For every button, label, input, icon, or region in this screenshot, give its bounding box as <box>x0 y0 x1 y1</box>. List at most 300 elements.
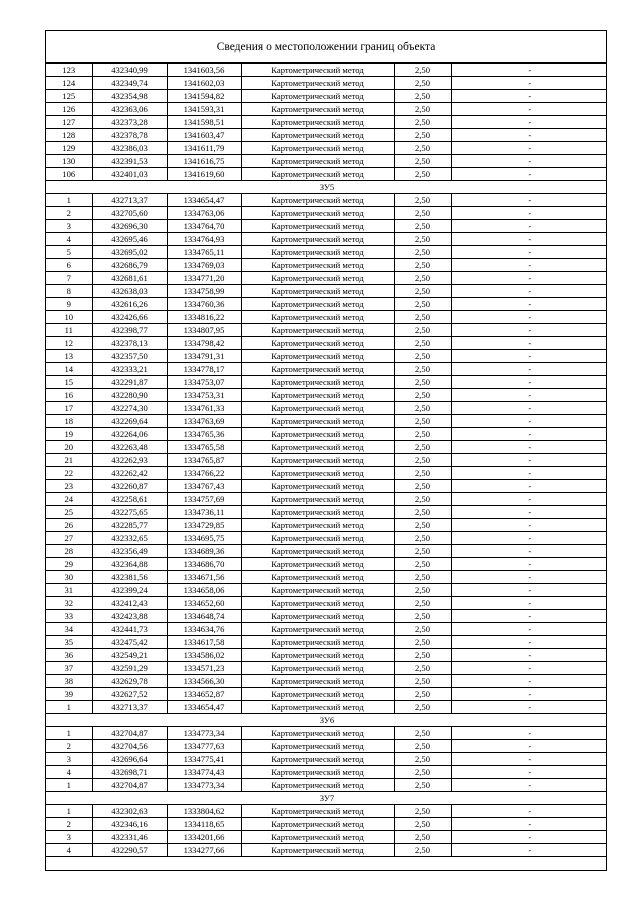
point-number-cell: 18 <box>46 415 92 428</box>
x-coordinate-cell: 432378,78 <box>92 129 167 142</box>
table-row <box>46 597 607 610</box>
table-row <box>46 428 607 441</box>
note-cell: - <box>451 415 607 428</box>
point-number-cell: 2 <box>46 207 92 220</box>
table-row <box>46 649 607 662</box>
y-coordinate-cell: 1341598,51 <box>167 116 241 129</box>
accuracy-cell: 2,50 <box>394 636 451 649</box>
point-number-cell: 16 <box>46 389 92 402</box>
point-number-cell: 17 <box>46 402 92 415</box>
table-row <box>46 571 607 584</box>
y-coordinate-cell: 1334773,34 <box>167 779 241 792</box>
table-row <box>46 727 607 740</box>
method-cell: Картометрический метод <box>241 337 394 350</box>
table-row <box>46 831 607 844</box>
x-coordinate-cell: 432475,42 <box>92 636 167 649</box>
x-coordinate-cell: 432290,57 <box>92 844 167 857</box>
note-cell: - <box>451 675 607 688</box>
note-cell: - <box>451 766 607 779</box>
accuracy-cell: 2,50 <box>394 389 451 402</box>
note-cell: - <box>451 220 607 233</box>
accuracy-cell: 2,50 <box>394 454 451 467</box>
y-coordinate-cell: 1341603,56 <box>167 64 241 77</box>
table-row <box>46 298 607 311</box>
table-row <box>46 311 607 324</box>
x-coordinate-cell: 432398,77 <box>92 324 167 337</box>
x-coordinate-cell: 432704,87 <box>92 779 167 792</box>
note-cell: - <box>451 610 607 623</box>
method-cell: Картометрический метод <box>241 818 394 831</box>
method-cell: Картометрический метод <box>241 311 394 324</box>
point-number-cell: 33 <box>46 610 92 623</box>
note-cell: - <box>451 571 607 584</box>
table-row <box>46 259 607 272</box>
method-cell: Картометрический метод <box>241 194 394 207</box>
section-header-row <box>46 792 607 805</box>
point-number-cell: 22 <box>46 467 92 480</box>
note-cell: - <box>451 376 607 389</box>
note-cell: - <box>451 623 607 636</box>
x-coordinate-cell: 432258,61 <box>92 493 167 506</box>
y-coordinate-cell: 1341603,47 <box>167 129 241 142</box>
note-cell: - <box>451 428 607 441</box>
accuracy-cell: 2,50 <box>394 480 451 493</box>
point-number-cell: 1 <box>46 727 92 740</box>
x-coordinate-cell: 432591,29 <box>92 662 167 675</box>
x-coordinate-cell: 432333,21 <box>92 363 167 376</box>
x-coordinate-cell: 432713,37 <box>92 701 167 714</box>
x-coordinate-cell: 432340,99 <box>92 64 167 77</box>
y-coordinate-cell: 1341593,31 <box>167 103 241 116</box>
note-cell: - <box>451 506 607 519</box>
note-cell: - <box>451 233 607 246</box>
note-cell: - <box>451 636 607 649</box>
x-coordinate-cell: 432713,37 <box>92 194 167 207</box>
document-sheet <box>45 30 607 871</box>
x-coordinate-cell: 432285,77 <box>92 519 167 532</box>
method-cell: Картометрический метод <box>241 649 394 662</box>
point-number-cell: 11 <box>46 324 92 337</box>
point-number-cell: 34 <box>46 623 92 636</box>
table-row <box>46 64 607 77</box>
point-number-cell: 6 <box>46 259 92 272</box>
point-number-cell: 127 <box>46 116 92 129</box>
point-number-cell: 38 <box>46 675 92 688</box>
y-coordinate-cell: 1341619,60 <box>167 168 241 181</box>
x-coordinate-cell: 432331,46 <box>92 831 167 844</box>
table-row <box>46 818 607 831</box>
method-cell: Картометрический метод <box>241 779 394 792</box>
point-number-cell: 15 <box>46 376 92 389</box>
method-cell: Картометрический метод <box>241 844 394 857</box>
table-row <box>46 545 607 558</box>
accuracy-cell: 2,50 <box>394 701 451 714</box>
point-number-cell: 9 <box>46 298 92 311</box>
accuracy-cell: 2,50 <box>394 116 451 129</box>
coordinates-table-body <box>46 64 607 857</box>
point-number-cell: 24 <box>46 493 92 506</box>
point-number-cell: 106 <box>46 168 92 181</box>
point-number-cell: 129 <box>46 142 92 155</box>
accuracy-cell: 2,50 <box>394 324 451 337</box>
accuracy-cell: 2,50 <box>394 233 451 246</box>
table-row <box>46 688 607 701</box>
y-coordinate-cell: 1334771,20 <box>167 272 241 285</box>
y-coordinate-cell: 1341611,79 <box>167 142 241 155</box>
note-cell: - <box>451 519 607 532</box>
table-row <box>46 168 607 181</box>
point-number-cell: 12 <box>46 337 92 350</box>
method-cell: Картометрический метод <box>241 597 394 610</box>
x-coordinate-cell: 432364,88 <box>92 558 167 571</box>
accuracy-cell: 2,50 <box>394 519 451 532</box>
y-coordinate-cell: 1334566,30 <box>167 675 241 688</box>
point-number-cell: 30 <box>46 571 92 584</box>
method-cell: Картометрический метод <box>241 740 394 753</box>
accuracy-cell: 2,50 <box>394 649 451 662</box>
x-coordinate-cell: 432280,90 <box>92 389 167 402</box>
note-cell: - <box>451 844 607 857</box>
method-cell: Картометрический метод <box>241 298 394 311</box>
y-coordinate-cell: 1334807,95 <box>167 324 241 337</box>
method-cell: Картометрический метод <box>241 454 394 467</box>
note-cell: - <box>451 727 607 740</box>
accuracy-cell: 2,50 <box>394 545 451 558</box>
y-coordinate-cell: 1334798,42 <box>167 337 241 350</box>
accuracy-cell: 2,50 <box>394 90 451 103</box>
section-label: ЗУ7 <box>46 792 607 805</box>
table-row <box>46 558 607 571</box>
accuracy-cell: 2,50 <box>394 155 451 168</box>
x-coordinate-cell: 432705,60 <box>92 207 167 220</box>
y-coordinate-cell: 1334766,22 <box>167 467 241 480</box>
method-cell: Картометрический метод <box>241 493 394 506</box>
table-row <box>46 493 607 506</box>
note-cell: - <box>451 337 607 350</box>
method-cell: Картометрический метод <box>241 363 394 376</box>
x-coordinate-cell: 432681,61 <box>92 272 167 285</box>
section-label: ЗУ6 <box>46 714 607 727</box>
y-coordinate-cell: 1334652,60 <box>167 597 241 610</box>
method-cell: Картометрический метод <box>241 701 394 714</box>
note-cell: - <box>451 805 607 818</box>
accuracy-cell: 2,50 <box>394 402 451 415</box>
note-cell: - <box>451 454 607 467</box>
x-coordinate-cell: 432695,02 <box>92 246 167 259</box>
method-cell: Картометрический метод <box>241 428 394 441</box>
table-row <box>46 415 607 428</box>
page-title: Сведения о местоположении границ объекта <box>46 31 606 63</box>
x-coordinate-cell: 432698,71 <box>92 766 167 779</box>
x-coordinate-cell: 432704,56 <box>92 740 167 753</box>
point-number-cell: 23 <box>46 480 92 493</box>
table-row <box>46 272 607 285</box>
method-cell: Картометрический метод <box>241 207 394 220</box>
point-number-cell: 19 <box>46 428 92 441</box>
accuracy-cell: 2,50 <box>394 688 451 701</box>
accuracy-cell: 2,50 <box>394 363 451 376</box>
x-coordinate-cell: 432627,52 <box>92 688 167 701</box>
method-cell: Картометрический метод <box>241 805 394 818</box>
point-number-cell: 20 <box>46 441 92 454</box>
note-cell: - <box>451 389 607 402</box>
point-number-cell: 14 <box>46 363 92 376</box>
accuracy-cell: 2,50 <box>394 298 451 311</box>
method-cell: Картометрический метод <box>241 662 394 675</box>
point-number-cell: 4 <box>46 766 92 779</box>
point-number-cell: 1 <box>46 779 92 792</box>
table-row <box>46 454 607 467</box>
method-cell: Картометрический метод <box>241 285 394 298</box>
note-cell: - <box>451 740 607 753</box>
note-cell: - <box>451 246 607 259</box>
table-row <box>46 480 607 493</box>
method-cell: Картометрический метод <box>241 324 394 337</box>
table-row <box>46 740 607 753</box>
accuracy-cell: 2,50 <box>394 779 451 792</box>
table-row <box>46 844 607 857</box>
table-row <box>46 753 607 766</box>
y-coordinate-cell: 1334765,36 <box>167 428 241 441</box>
note-cell: - <box>451 103 607 116</box>
table-row <box>46 805 607 818</box>
y-coordinate-cell: 1334695,75 <box>167 532 241 545</box>
y-coordinate-cell: 1334652,87 <box>167 688 241 701</box>
table-row <box>46 467 607 480</box>
x-coordinate-cell: 432373,28 <box>92 116 167 129</box>
x-coordinate-cell: 432629,78 <box>92 675 167 688</box>
x-coordinate-cell: 432549,21 <box>92 649 167 662</box>
y-coordinate-cell: 1334778,17 <box>167 363 241 376</box>
x-coordinate-cell: 432357,50 <box>92 350 167 363</box>
table-row <box>46 519 607 532</box>
accuracy-cell: 2,50 <box>394 558 451 571</box>
accuracy-cell: 2,50 <box>394 623 451 636</box>
table-row <box>46 116 607 129</box>
method-cell: Картометрический метод <box>241 129 394 142</box>
x-coordinate-cell: 432381,56 <box>92 571 167 584</box>
table-row <box>46 207 607 220</box>
table-row <box>46 376 607 389</box>
method-cell: Картометрический метод <box>241 415 394 428</box>
method-cell: Картометрический метод <box>241 376 394 389</box>
table-row <box>46 610 607 623</box>
point-number-cell: 26 <box>46 519 92 532</box>
method-cell: Картометрический метод <box>241 220 394 233</box>
point-number-cell: 4 <box>46 844 92 857</box>
point-number-cell: 28 <box>46 545 92 558</box>
method-cell: Картометрический метод <box>241 545 394 558</box>
note-cell: - <box>451 311 607 324</box>
method-cell: Картометрический метод <box>241 155 394 168</box>
note-cell: - <box>451 77 607 90</box>
method-cell: Картометрический метод <box>241 64 394 77</box>
accuracy-cell: 2,50 <box>394 467 451 480</box>
y-coordinate-cell: 1334736,11 <box>167 506 241 519</box>
y-coordinate-cell: 1334816,22 <box>167 311 241 324</box>
y-coordinate-cell: 1334277,66 <box>167 844 241 857</box>
y-coordinate-cell: 1334765,58 <box>167 441 241 454</box>
method-cell: Картометрический метод <box>241 467 394 480</box>
method-cell: Картометрический метод <box>241 675 394 688</box>
y-coordinate-cell: 1341602,03 <box>167 77 241 90</box>
y-coordinate-cell: 1334763,69 <box>167 415 241 428</box>
accuracy-cell: 2,50 <box>394 246 451 259</box>
y-coordinate-cell: 1334761,33 <box>167 402 241 415</box>
note-cell: - <box>451 662 607 675</box>
y-coordinate-cell: 1334760,36 <box>167 298 241 311</box>
point-number-cell: 126 <box>46 103 92 116</box>
note-cell: - <box>451 285 607 298</box>
point-number-cell: 2 <box>46 818 92 831</box>
note-cell: - <box>451 259 607 272</box>
y-coordinate-cell: 1334765,11 <box>167 246 241 259</box>
note-cell: - <box>451 155 607 168</box>
accuracy-cell: 2,50 <box>394 129 451 142</box>
point-number-cell: 13 <box>46 350 92 363</box>
y-coordinate-cell: 1334634,76 <box>167 623 241 636</box>
table-row <box>46 350 607 363</box>
y-coordinate-cell: 1334765,87 <box>167 454 241 467</box>
accuracy-cell: 2,50 <box>394 142 451 155</box>
table-row <box>46 77 607 90</box>
accuracy-cell: 2,50 <box>394 220 451 233</box>
table-row <box>46 636 607 649</box>
x-coordinate-cell: 432269,64 <box>92 415 167 428</box>
note-cell: - <box>451 493 607 506</box>
method-cell: Картометрический метод <box>241 831 394 844</box>
point-number-cell: 27 <box>46 532 92 545</box>
table-row <box>46 766 607 779</box>
accuracy-cell: 2,50 <box>394 818 451 831</box>
x-coordinate-cell: 432696,30 <box>92 220 167 233</box>
method-cell: Картометрический метод <box>241 402 394 415</box>
method-cell: Картометрический метод <box>241 389 394 402</box>
method-cell: Картометрический метод <box>241 766 394 779</box>
note-cell: - <box>451 441 607 454</box>
y-coordinate-cell: 1334686,70 <box>167 558 241 571</box>
point-number-cell: 25 <box>46 506 92 519</box>
point-number-cell: 8 <box>46 285 92 298</box>
method-cell: Картометрический метод <box>241 584 394 597</box>
x-coordinate-cell: 432638,03 <box>92 285 167 298</box>
accuracy-cell: 2,50 <box>394 532 451 545</box>
accuracy-cell: 2,50 <box>394 285 451 298</box>
point-number-cell: 37 <box>46 662 92 675</box>
note-cell: - <box>451 64 607 77</box>
table-row <box>46 402 607 415</box>
point-number-cell: 1 <box>46 805 92 818</box>
y-coordinate-cell: 1334791,31 <box>167 350 241 363</box>
accuracy-cell: 2,50 <box>394 571 451 584</box>
note-cell: - <box>451 298 607 311</box>
table-row <box>46 389 607 402</box>
x-coordinate-cell: 432356,49 <box>92 545 167 558</box>
point-number-cell: 10 <box>46 311 92 324</box>
note-cell: - <box>451 558 607 571</box>
x-coordinate-cell: 432695,46 <box>92 233 167 246</box>
table-row <box>46 220 607 233</box>
note-cell: - <box>451 532 607 545</box>
y-coordinate-cell: 1334118,65 <box>167 818 241 831</box>
method-cell: Картометрический метод <box>241 90 394 103</box>
point-number-cell: 1 <box>46 701 92 714</box>
accuracy-cell: 2,50 <box>394 506 451 519</box>
table-row <box>46 90 607 103</box>
method-cell: Картометрический метод <box>241 480 394 493</box>
table-row <box>46 103 607 116</box>
x-coordinate-cell: 432274,30 <box>92 402 167 415</box>
y-coordinate-cell: 1334763,06 <box>167 207 241 220</box>
point-number-cell: 39 <box>46 688 92 701</box>
accuracy-cell: 2,50 <box>394 428 451 441</box>
method-cell: Картометрический метод <box>241 558 394 571</box>
accuracy-cell: 2,50 <box>394 311 451 324</box>
accuracy-cell: 2,50 <box>394 844 451 857</box>
accuracy-cell: 2,50 <box>394 376 451 389</box>
method-cell: Картометрический метод <box>241 506 394 519</box>
y-coordinate-cell: 1334571,23 <box>167 662 241 675</box>
table-row <box>46 363 607 376</box>
note-cell: - <box>451 168 607 181</box>
point-number-cell: 1 <box>46 194 92 207</box>
point-number-cell: 7 <box>46 272 92 285</box>
x-coordinate-cell: 432399,24 <box>92 584 167 597</box>
point-number-cell: 31 <box>46 584 92 597</box>
x-coordinate-cell: 432354,98 <box>92 90 167 103</box>
table-row <box>46 155 607 168</box>
method-cell: Картометрический метод <box>241 246 394 259</box>
y-coordinate-cell: 1341594,82 <box>167 90 241 103</box>
y-coordinate-cell: 1334617,58 <box>167 636 241 649</box>
accuracy-cell: 2,50 <box>394 493 451 506</box>
section-label: ЗУ5 <box>46 181 607 194</box>
accuracy-cell: 2,50 <box>394 831 451 844</box>
note-cell: - <box>451 363 607 376</box>
table-row <box>46 532 607 545</box>
note-cell: - <box>451 831 607 844</box>
method-cell: Картометрический метод <box>241 272 394 285</box>
y-coordinate-cell: 1341616,75 <box>167 155 241 168</box>
y-coordinate-cell: 1334774,43 <box>167 766 241 779</box>
table-row <box>46 233 607 246</box>
x-coordinate-cell: 432264,06 <box>92 428 167 441</box>
y-coordinate-cell: 1334773,34 <box>167 727 241 740</box>
accuracy-cell: 2,50 <box>394 350 451 363</box>
point-number-cell: 32 <box>46 597 92 610</box>
accuracy-cell: 2,50 <box>394 272 451 285</box>
y-coordinate-cell: 1334753,31 <box>167 389 241 402</box>
y-coordinate-cell: 1334758,99 <box>167 285 241 298</box>
accuracy-cell: 2,50 <box>394 194 451 207</box>
y-coordinate-cell: 1334654,47 <box>167 701 241 714</box>
y-coordinate-cell: 1334767,43 <box>167 480 241 493</box>
x-coordinate-cell: 432262,42 <box>92 467 167 480</box>
note-cell: - <box>451 142 607 155</box>
note-cell: - <box>451 350 607 363</box>
y-coordinate-cell: 1334586,02 <box>167 649 241 662</box>
section-header-row <box>46 714 607 727</box>
note-cell: - <box>451 207 607 220</box>
table-row <box>46 675 607 688</box>
x-coordinate-cell: 432275,65 <box>92 506 167 519</box>
accuracy-cell: 2,50 <box>394 168 451 181</box>
accuracy-cell: 2,50 <box>394 415 451 428</box>
coordinates-table <box>46 63 607 857</box>
method-cell: Картометрический метод <box>241 441 394 454</box>
x-coordinate-cell: 432291,87 <box>92 376 167 389</box>
y-coordinate-cell: 1334201,66 <box>167 831 241 844</box>
